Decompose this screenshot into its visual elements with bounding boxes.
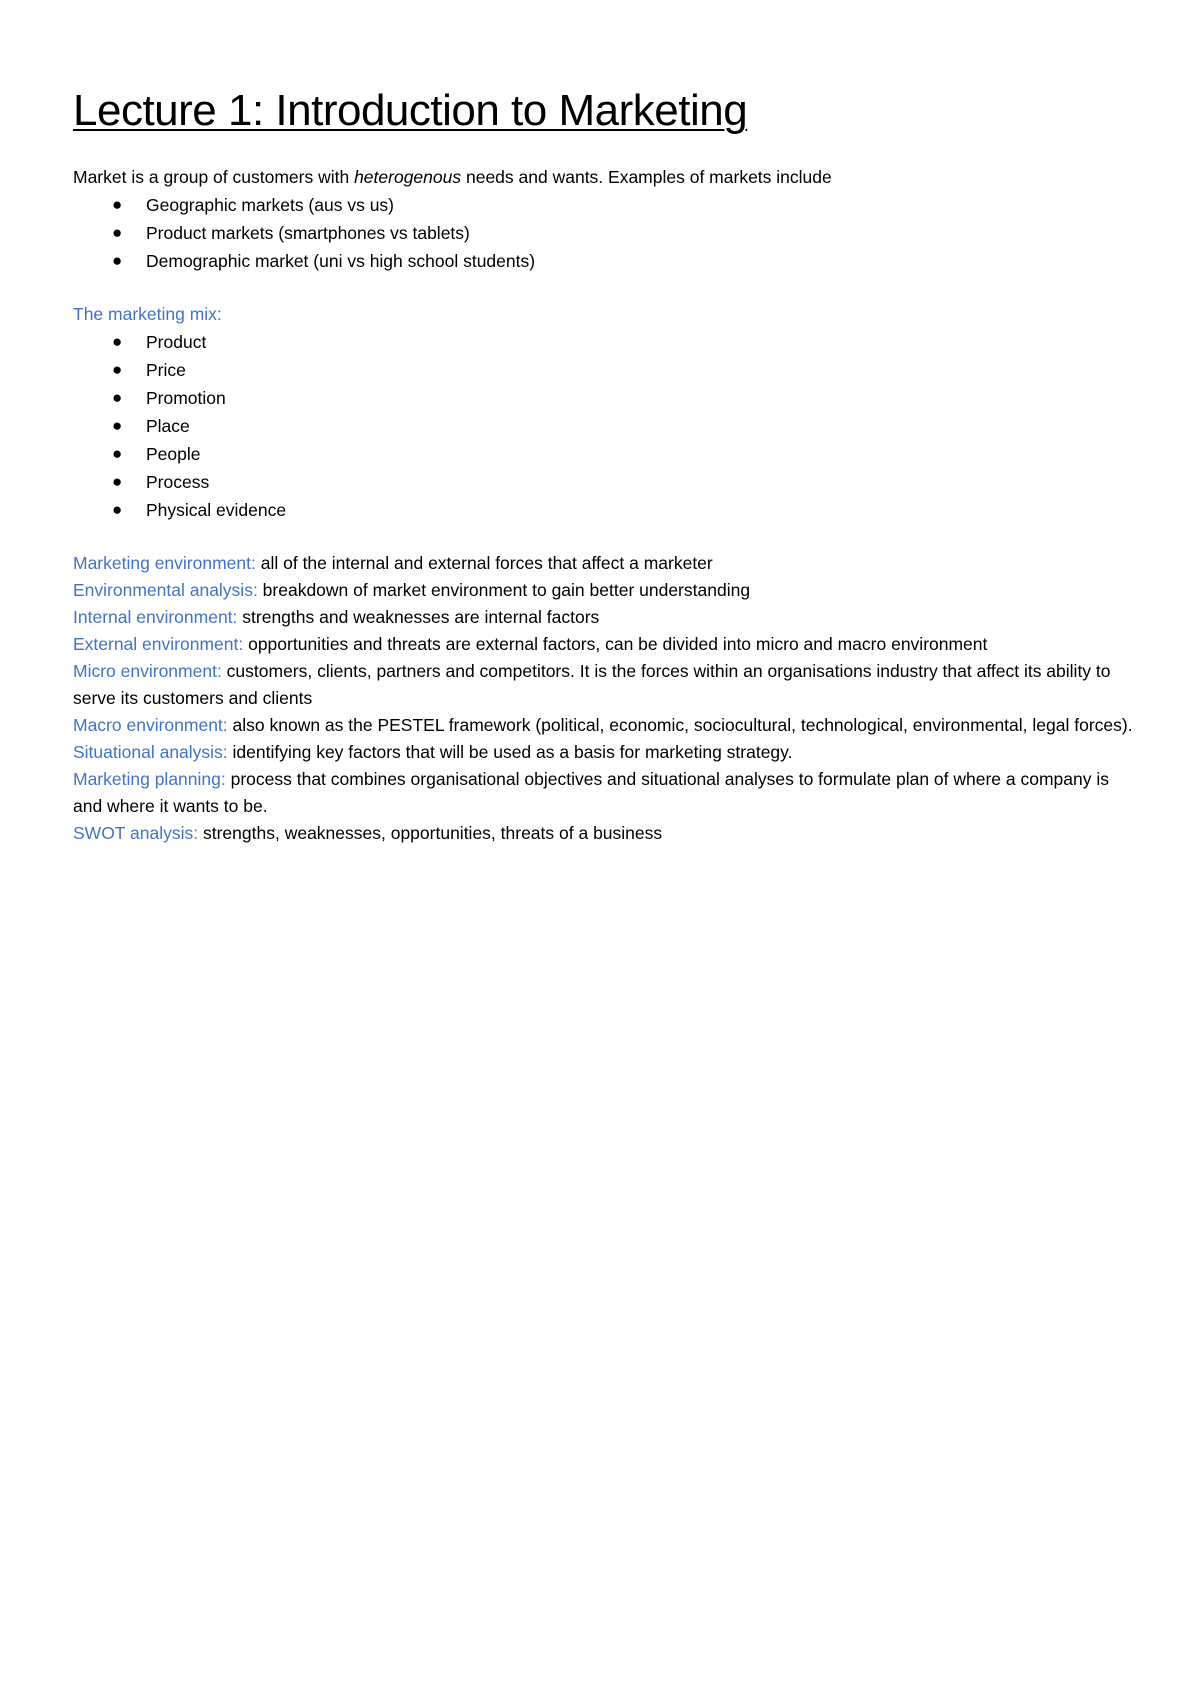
definition-micro-environment bbox=[73, 658, 1133, 712]
intro-text-after: needs and wants. Examples of markets include bbox=[461, 167, 832, 187]
intro-text-before: Market is a group of customers with bbox=[73, 167, 355, 187]
definition-term: Environmental analysis: bbox=[73, 580, 258, 600]
bullet-dot-icon: ● bbox=[112, 360, 123, 379]
list-item bbox=[112, 219, 1133, 247]
spacer bbox=[73, 524, 1133, 550]
list-item-text: Product markets (smartphones vs tablets) bbox=[146, 223, 470, 243]
definition-term: External environment: bbox=[73, 634, 244, 654]
list-item bbox=[112, 496, 1133, 524]
list-item-text: Physical evidence bbox=[146, 500, 287, 520]
definition-marketing-environment bbox=[73, 550, 1133, 577]
definition-external-environment bbox=[73, 631, 1133, 658]
definition-text: breakdown of market environment to gain better understanding bbox=[257, 580, 751, 600]
list-item bbox=[112, 412, 1133, 440]
definition-text: all of the internal and external forces that affect a marketer bbox=[255, 553, 713, 573]
list-item-text: Process bbox=[146, 472, 210, 492]
list-item bbox=[112, 247, 1133, 275]
list-item-text: People bbox=[146, 444, 201, 464]
definition-text: opportunities and threats are external factors, can be divided into micro and macro environment bbox=[243, 634, 988, 654]
list-item bbox=[112, 328, 1133, 356]
bullet-dot-icon: ● bbox=[112, 416, 123, 435]
list-item bbox=[112, 191, 1133, 219]
definition-term: Marketing environment: bbox=[73, 553, 256, 573]
list-item-text: Demographic market (uni vs high school students) bbox=[146, 251, 536, 271]
definition-term: Macro environment: bbox=[73, 715, 228, 735]
bullet-dot-icon: ● bbox=[112, 332, 123, 351]
spacer bbox=[73, 275, 1133, 301]
definitions-block bbox=[73, 550, 1133, 847]
list-item bbox=[112, 440, 1133, 468]
definition-text: strengths and weaknesses are internal factors bbox=[237, 607, 600, 627]
definition-text: strengths, weaknesses, opportunities, threats of a business bbox=[198, 823, 663, 843]
bullet-dot-icon: ● bbox=[112, 472, 123, 491]
definition-text: identifying key factors that will be used as a basis for marketing strategy. bbox=[227, 742, 793, 762]
list-item bbox=[112, 356, 1133, 384]
definition-text: process that combines organisational objectives and situational analyses to formulate plan of where a company is and where it wants to be. bbox=[73, 769, 1110, 816]
definition-macro-environment bbox=[73, 712, 1133, 739]
definition-environmental-analysis bbox=[73, 577, 1133, 604]
definition-text: customers, clients, partners and competitors. It is the forces within an organisations industry that affect its ability to serve its customers and clients bbox=[73, 661, 1111, 708]
definition-term: Marketing planning: bbox=[73, 769, 226, 789]
definition-internal-environment bbox=[73, 604, 1133, 631]
list-item bbox=[112, 384, 1133, 412]
list-item-text: Price bbox=[146, 360, 186, 380]
intro-paragraph bbox=[73, 164, 1133, 191]
bullet-dot-icon: ● bbox=[112, 500, 123, 519]
bullet-dot-icon: ● bbox=[112, 444, 123, 463]
definition-term: Situational analysis: bbox=[73, 742, 228, 762]
list-item-text: Product bbox=[146, 332, 207, 352]
definition-term: Micro environment: bbox=[73, 661, 222, 681]
bullet-dot-icon: ● bbox=[112, 388, 123, 407]
marketing-mix-heading: The marketing mix: bbox=[73, 304, 222, 324]
market-examples-list bbox=[73, 191, 1133, 275]
bullet-dot-icon: ● bbox=[112, 251, 123, 270]
marketing-mix-list bbox=[73, 328, 1133, 524]
definition-text: also known as the PESTEL framework (political, economic, sociocultural, technological, environmental, legal forces). bbox=[227, 715, 1133, 735]
list-item-text: Promotion bbox=[146, 388, 226, 408]
intro-emphasis: heterogenous bbox=[354, 167, 462, 187]
document-page bbox=[73, 82, 1133, 847]
definition-marketing-planning bbox=[73, 766, 1133, 820]
definition-term: SWOT analysis: bbox=[73, 823, 199, 843]
definition-swot-analysis bbox=[73, 820, 1133, 847]
list-item bbox=[112, 468, 1133, 496]
list-item-text: Geographic markets (aus vs us) bbox=[146, 195, 395, 215]
definition-situational-analysis bbox=[73, 739, 1133, 766]
bullet-dot-icon: ● bbox=[112, 223, 123, 242]
definition-term: Internal environment: bbox=[73, 607, 238, 627]
list-item-text: Place bbox=[146, 416, 190, 436]
page-title: Lecture 1: Introduction to Marketing bbox=[73, 86, 748, 135]
bullet-dot-icon: ● bbox=[112, 195, 123, 214]
